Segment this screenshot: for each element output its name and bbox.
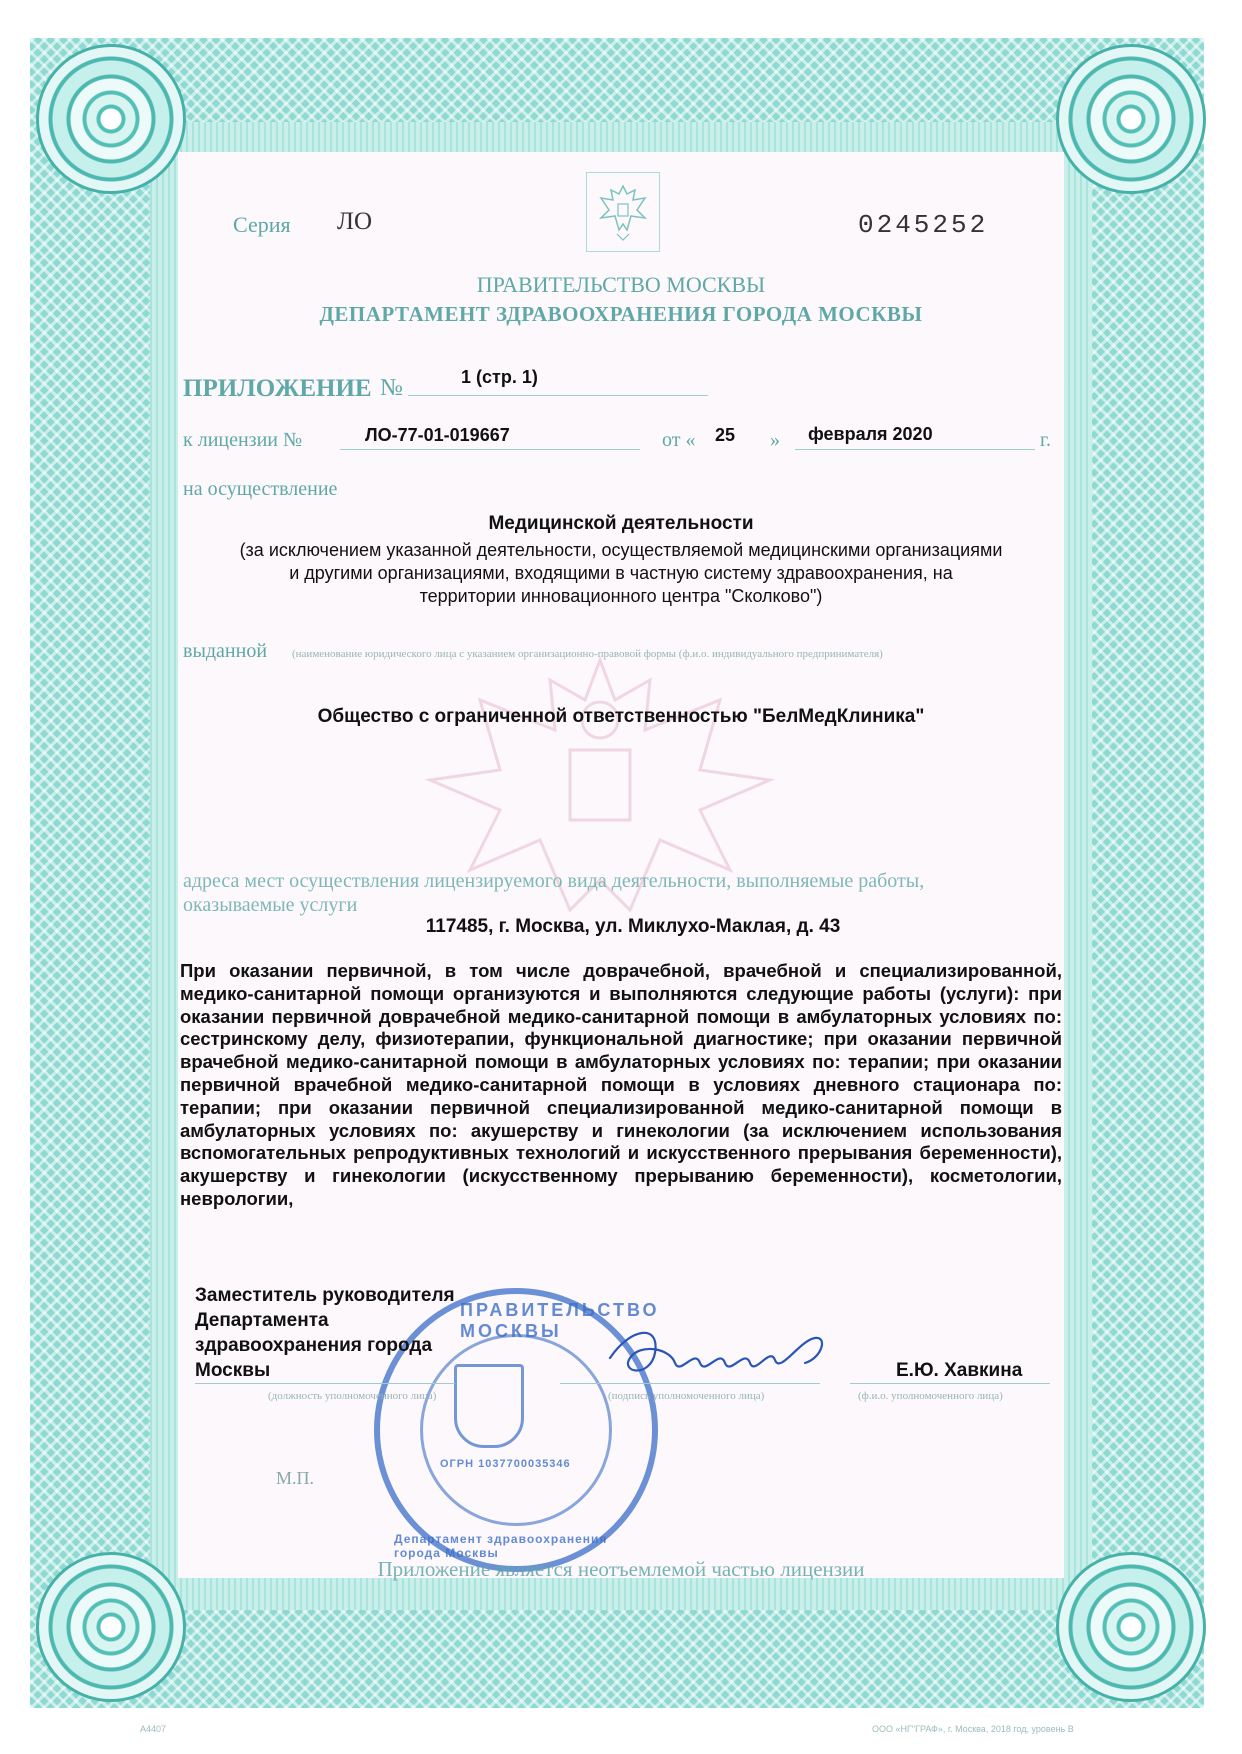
license-number: ЛО-77-01-019667 [365,425,510,445]
print-code-left: A4407 [140,1724,167,1734]
stamp-inner-text: Департамент здравоохранения города Москвы [394,1532,608,1560]
license-number-underline [340,449,640,450]
handwritten-signature [600,1318,840,1398]
address-label-line-2: оказываемые услуги [183,894,358,916]
signature-caption: (подпись уполномоченного лица) [608,1390,765,1402]
department-title: ДЕПАРТАМЕНТ ЗДРАВООХРАНЕНИЯ ГОРОДА МОСКВЫ [319,302,923,326]
activity-title: Медицинской деятельности [488,513,754,534]
license-day-close: » [770,429,780,451]
address-value: 117485, г. Москва, ул. Миклухо-Маклая, д. 43 [425,916,841,937]
stamp-ogrn: ОГРН 1037700035346 [440,1458,571,1470]
signer-position-line-4: Москвы [195,1360,271,1381]
services-paragraph: При оказании первичной, в том числе доврачебной, врачебной и специализированной, медико-санитарной помощи организуются и выполняются следующие работы (услуги): при оказании первичной доврачебной медико-санитарной помощи в амбулаторных условиях по: сестринскому делу, физиотерапии, функциональной диагностике; при оказании первичной врачебной медико-санитарной помощи в амбулаторных условиях по: терапии; при оказании первичной врачебной медико-санитарной помощи в условиях дневного стационара по: терапии; при оказании первичной специализированной медико-санитарной помощи в амбулаторных условиях по: акушерству и гинекологии (за исключением использования вспомогательных репродуктивных технологий и искусственного прерывания беременности), акушерству и гинекологии (искусственному прерыванию беременности), косметологии, неврологии, [180,960,1062,1209]
print-code-right: ООО «НГ"ГРАФ», г. Москва, 2018 год, уровень В [872,1724,1074,1734]
seal-place-label: М.П. [276,1468,315,1488]
name-caption: (ф.и.о. уполномоченного лица) [858,1390,1003,1402]
watermark-eagle-icon [400,640,800,940]
form-number: 0245252 [858,210,989,240]
double-headed-eagle-icon [595,180,651,244]
corner-rosette-top-right [1056,44,1206,194]
footer-note: Приложение является неотъемлемой частью лицензии [377,1557,865,1581]
license-year-suffix: г. [1040,429,1051,451]
stamp-ring-text: ПРАВИТЕЛЬСТВО МОСКВЫ [460,1300,660,1341]
activity-note-line-1: (за исключением указанной деятельности, осуществляемой медицинскими организациями [239,540,1003,560]
corner-rosette-top-left [36,44,186,194]
moscow-coat-of-arms-icon [454,1364,524,1448]
signature-underline [560,1383,820,1384]
signer-name: Е.Ю. Хавкина [896,1360,1023,1381]
license-from-label: от « [662,429,696,451]
appendix-number: 1 (стр. 1) [461,367,538,387]
activity-note-line-3: территории инновационного центра "Сколково") [419,586,823,606]
appendix-label: ПРИЛОЖЕНИЕ [183,375,372,402]
signer-position-line-3: здравоохранения города [195,1335,433,1356]
issued-label: выданной [183,640,268,662]
position-caption: (должность уполномоченного лица) [268,1390,437,1402]
organization-name: Общество с ограниченной ответственностью "БелМедКлиника" [317,706,925,727]
activity-note-line-2: и другими организациями, входящими в частную систему здравоохранения, на [289,563,953,583]
series-value: ЛО [337,208,373,235]
series-label: Серия [233,212,291,237]
signer-position-line-1: Заместитель руководителя [195,1285,455,1306]
position-underline [195,1383,455,1384]
license-month-year: февраля 2020 [808,424,933,444]
coat-of-arms-emblem [586,172,660,252]
appendix-number-sign: № [380,375,403,401]
activity-label: на осуществление [183,478,338,500]
name-underline [850,1383,1050,1384]
issued-caption: (наименование юридического лица с указанием организационно-правовой формы (ф.и.о. индивидуального предпринимателя) [292,648,883,660]
address-label-line-1: адреса мест осуществления лицензируемого вида деятельности, выполняемые работы, [183,870,925,892]
license-date-underline [795,449,1035,450]
license-label: к лицензии № [183,429,303,451]
signer-position-line-2: Департамента [195,1310,329,1331]
government-title: ПРАВИТЕЛЬСТВО МОСКВЫ [476,272,766,297]
appendix-underline [408,395,708,396]
license-day: 25 [715,425,736,445]
